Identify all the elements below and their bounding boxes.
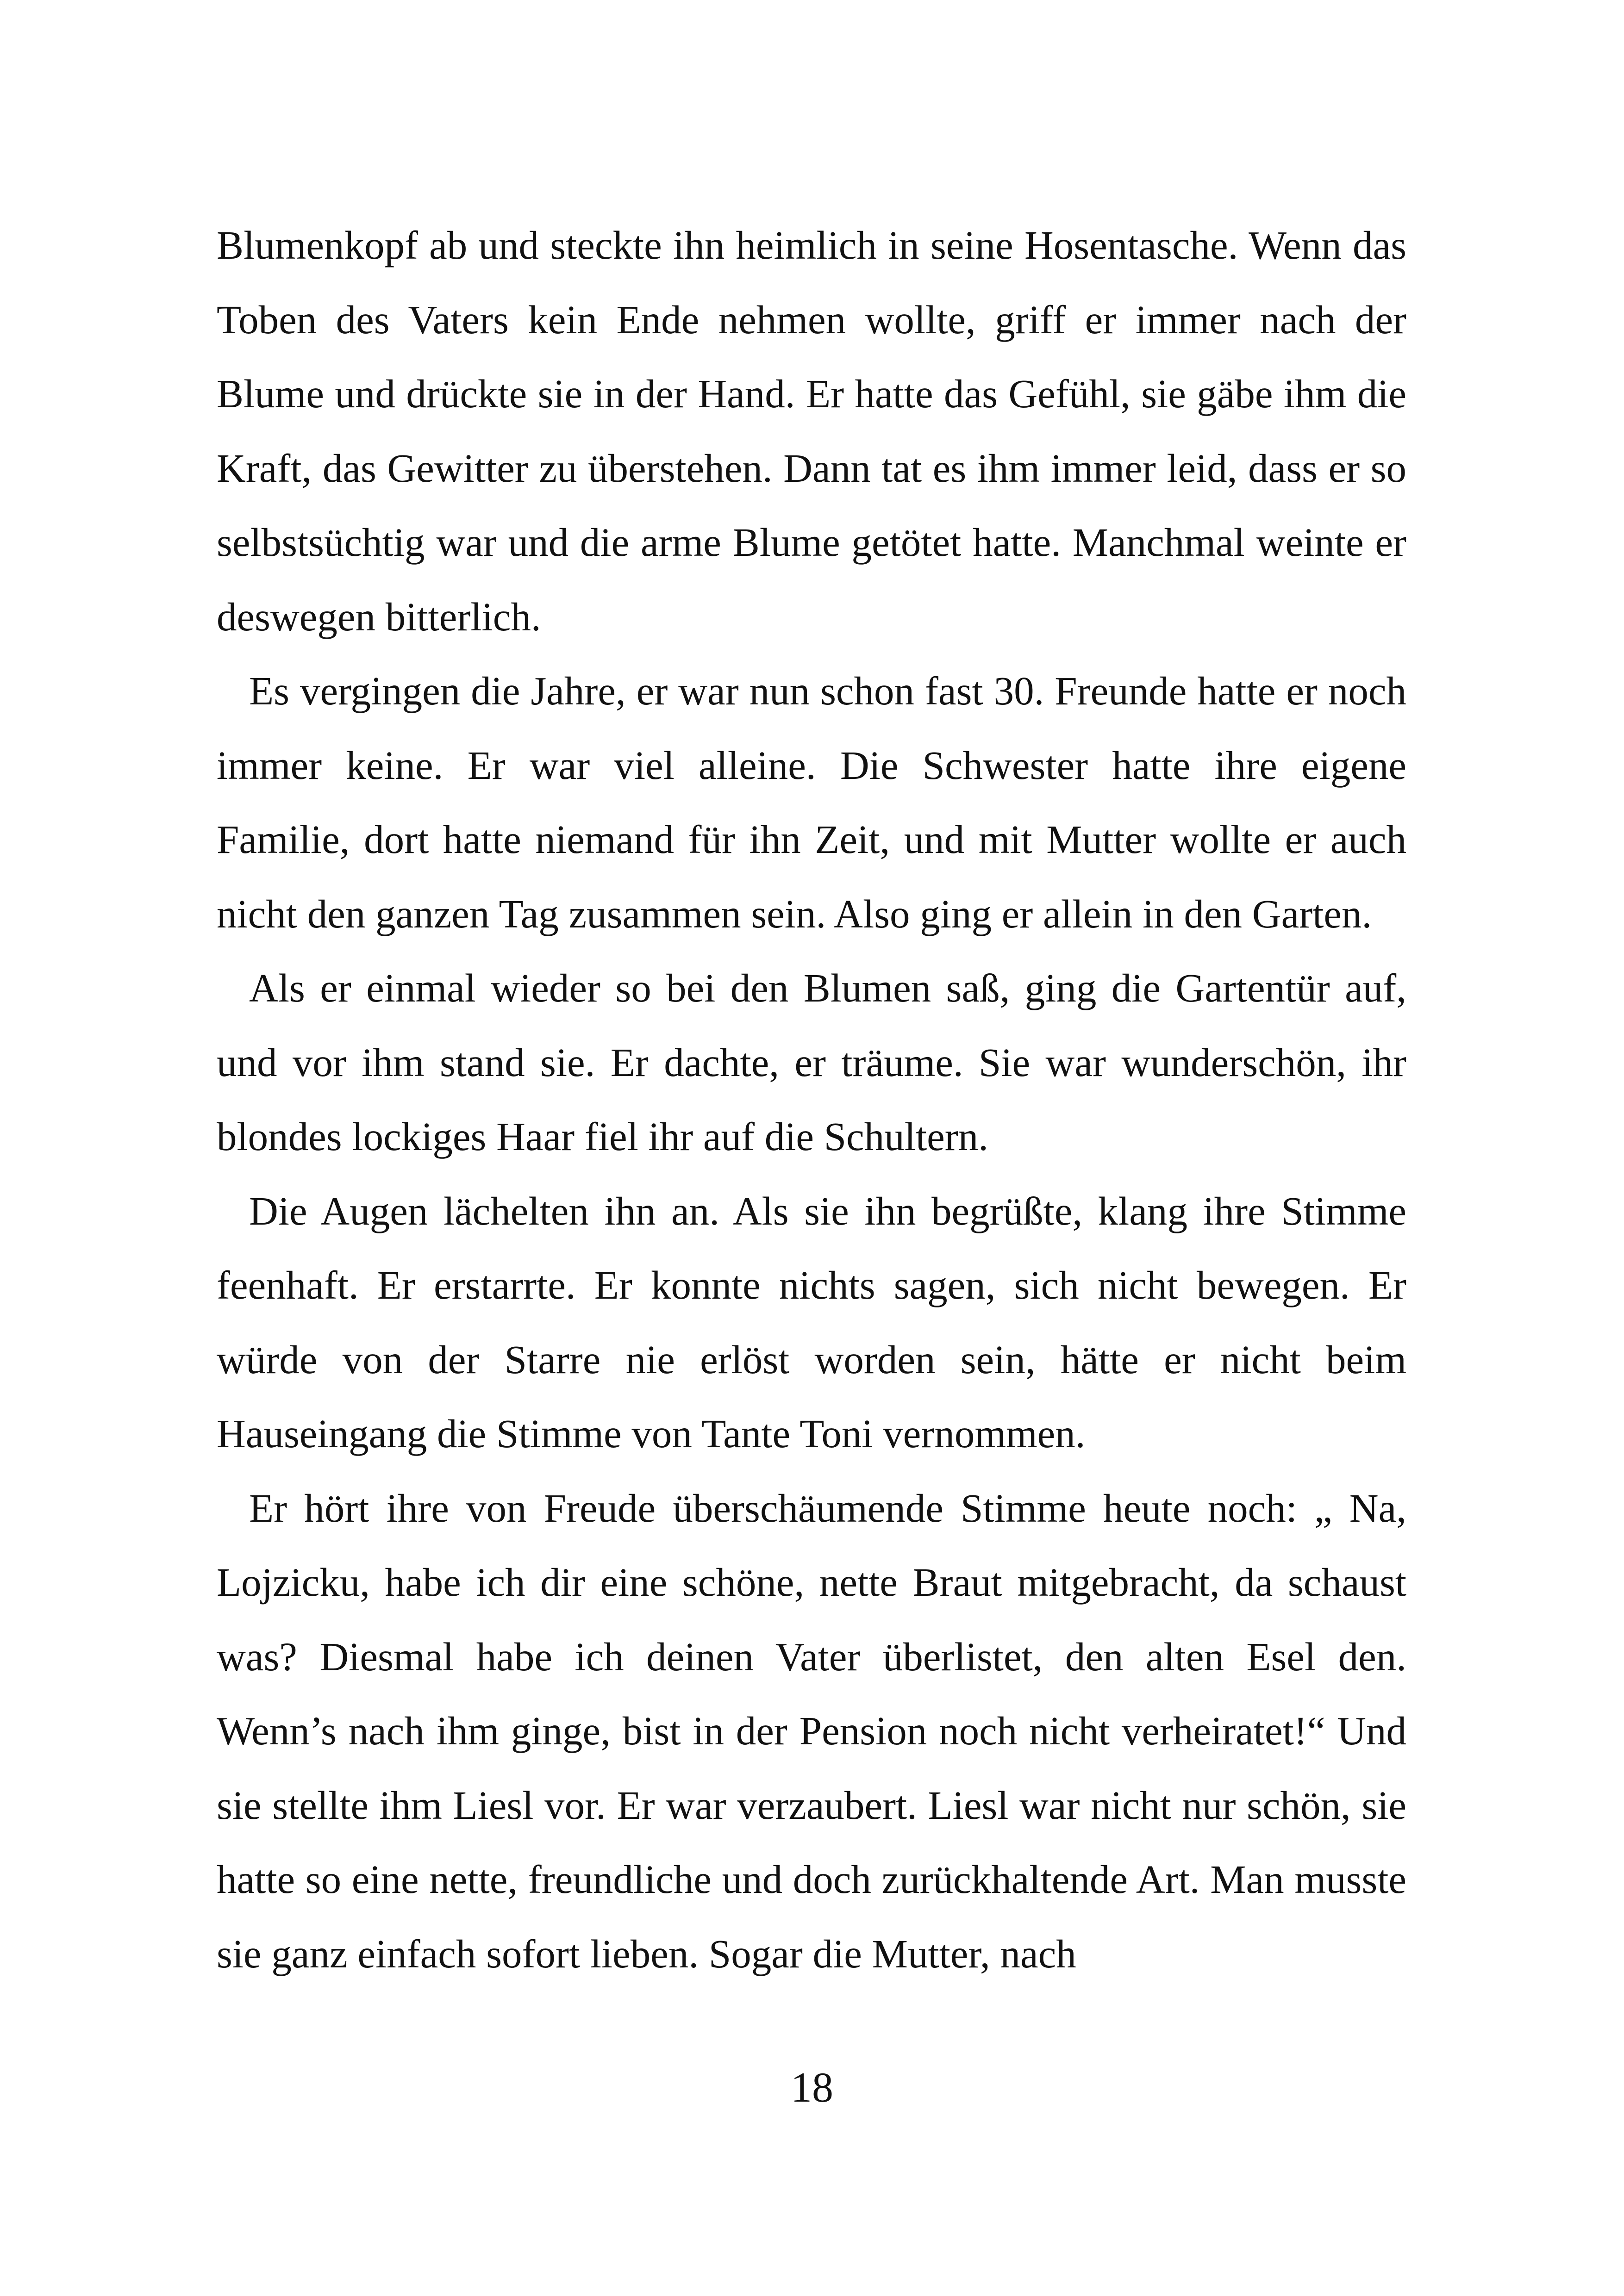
- paragraph-3: Als er einmal wieder so bei den Blumen saß, ging die Gartentür auf, und vor ihm stand sie. Er dachte, er träume. Sie war wunderschön, ihr blondes lockiges Haar fiel ihr auf die Schultern.: [217, 965, 1406, 1159]
- paragraph-2: Es vergingen die Jahre, er war nun schon fast 30. Freunde hatte er noch immer keine. Er war viel alleine. Die Schwester hatte ihre eigene Familie, dort hatte niemand für ihn Zeit, und mit Mutter wollte er auch nicht den ganzen Tag zusammen sein. Also ging er allein in den Garten.: [217, 668, 1406, 936]
- body-text: [217, 208, 1406, 1991]
- page-number: 18: [791, 2064, 833, 2111]
- paragraph-4: Die Augen lächelten ihn an. Als sie ihn begrüßte, klang ihre Stimme feenhaft. Er erstarrte. Er konnte nichts sagen, sich nicht bewegen. Er würde von der Starre nie erlöst worden sein, hätte er nicht beim Hauseingang die Stimme von Tante Toni vernommen.: [217, 1188, 1406, 1456]
- paragraph-1: Blumenkopf ab und steckte ihn heimlich in seine Hosentasche. Wenn das Toben des Vaters kein Ende nehmen wollte, griff er immer nach der Blume und drückte sie in der Hand. Er hatte das Gefühl, sie gäbe ihm die Kraft, das Gewitter zu überstehen. Dann tat es ihm immer leid, dass er so selbstsüchtig war und die arme Blume getötet hatte. Manchmal weinte er deswegen bitterlich.: [217, 223, 1406, 639]
- paragraph-5: Er hört ihre von Freude überschäumende Stimme heute noch: „ Na, Lojzicku, habe ich dir eine schöne, nette Braut mitgebracht, da schaust was? Diesmal habe ich deinen Vater überlistet, den alten Esel den. Wenn’s nach ihm ginge, bist in der Pension noch nicht verheiratet!“ Und sie stellte ihm Liesl vor. Er war verzaubert. Liesl war nicht nur schön, sie hatte so eine nette, freundliche und doch zurückhaltende Art. Man musste sie ganz einfach sofort lieben. Sogar die Mutter, nach: [217, 1485, 1406, 1976]
